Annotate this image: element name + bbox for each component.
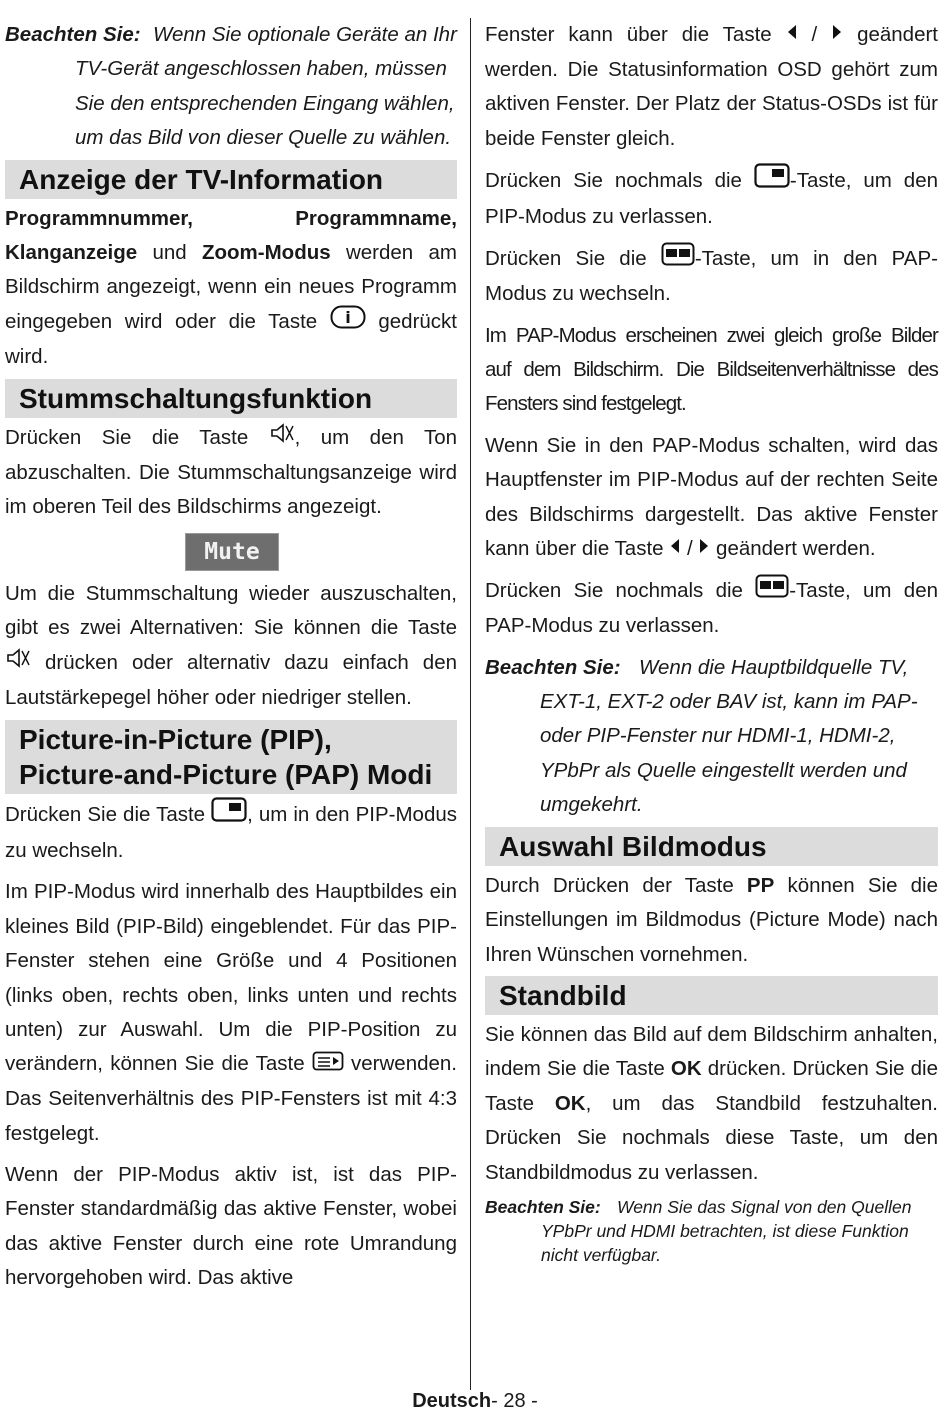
pip-paragraph-3: Wenn der PIP-Modus aktiv ist, ist das PIP-Fenster standardmäßig das aktive Fenster, wobei das aktive Fenster durch eine rote Umrandung hervorgehoben wird. Das aktive [5,1162,457,1290]
right-column [485,18,938,1267]
section-heading-picture-mode: Auswahl Bildmodus [485,827,938,866]
mute-key-icon [5,646,31,681]
note-text: Wenn Sie optionale Geräte an Ihr TV-Gerät angeschlossen haben, müssen Sie den entsprechenden Eingang wählen, um das Bild von dieser Quelle zu wählen. [75,23,457,150]
right-paragraph-1: Fenster kann über die Taste / geändert werden. Die Statusinformation OSD gehört zum aktiven Fenster. Der Platz der Status-OSDs ist für beide Fenster gleich. [485,18,938,156]
section-heading-tv-info: Anzeige der TV-Information [5,160,457,199]
pip-paragraph-2: Im PIP-Modus wird innerhalb des Hauptbildes ein kleines Bild (PIP-Bild) eingeblendet. Für das PIP-Fenster stehen eine Größe und 4 Positionen (links oben, rechts oben, links unten und rechts unten) zur Auswahl. Um die PIP-Position zu verändern, können Sie die Taste verwenden. Das Seitenverhältnis des PIP-Fensters ist mit 4:3 festgelegt. [5,880,457,1145]
section-heading-pip-pap: Picture-in-Picture (PIP), Picture-and-Picture (PAP) Modi [5,720,457,794]
pap-key-icon [755,574,789,609]
right-paragraph-3: Drücken Sie die -Taste, um in den PAP-Modus zu wechseln. [485,242,938,312]
left-column [5,18,457,1296]
mute-key-icon [269,421,295,456]
note-heading: Beachten Sie: [485,1196,601,1217]
right-paragraph-4: Im PAP-Modus erscheinen zwei gleich große Bilder auf dem Bildschirm. Die Bildseitenverhältnisse des Fensters sind festgelegt. [485,323,938,416]
note-optional-devices [5,18,457,156]
pap-key-icon [661,242,695,277]
pip-position-key-icon [312,1048,344,1082]
pip-paragraph-1: Drücken Sie die Taste , um in den PIP-Modus zu wechseln. [5,797,457,869]
note-pap-sources [485,651,938,823]
pip-key-icon [211,797,247,834]
svg-text:i: i [345,307,351,327]
note-heading: Beachten Sie: [485,655,621,679]
note-text: Wenn Sie das Signal von den Quellen YPbPr und HDMI betrachten, ist diese Funktion nicht verfügbar. [541,1196,912,1265]
right-paragraph-5: Wenn Sie in den PAP-Modus schalten, wird das Hauptfenster im PIP-Modus auf der rechten Seite des Bildschirms dargestellt. Das aktive Fenster kann über die Taste / geändert werden. [485,429,938,567]
note-freeze-sources [485,1196,938,1267]
note-text: Wenn die Hauptbildquelle TV, EXT-1, EXT-2 oder BAV ist, kann im PAP- oder PIP-Fenster nur HDMI-1, HDMI-2, YPbPr als Quelle eingestellt werden und umgekehrt. [540,655,918,817]
mute-paragraph-1: Drücken Sie die Taste , um den Ton abzuschalten. Die Stummschaltungsanzeige wird im oberen Teil des Bildschirms angezeigt. [5,421,457,525]
freeze-paragraph: Sie können das Bild auf dem Bildschirm anhalten, indem Sie die Taste OK drücken. Drücken Sie die Taste OK, um das Standbild festzuhalten. Drücken Sie nochmals diese Taste, um den Standbildmodus zu verlassen. [485,1022,938,1184]
left-arrow-icon [669,532,681,566]
page-footer: Deutsch- 28 - [412,1390,538,1412]
info-key-icon [330,305,366,340]
right-paragraph-6: Drücken Sie nochmals die -Taste, um den PAP-Modus zu verlassen. [485,574,938,644]
note-heading: Beachten Sie: [5,23,141,46]
tv-info-paragraph: Programmnummer, Programmname, Klanganzeige und Zoom-Modus werden am Bildschirm angezeigt, wenn ein neues Programm eingegeben wird oder die Taste i gedrückt wird. [5,206,457,369]
mute-osd-indicator: Mute [185,533,279,571]
right-arrow-icon [698,532,710,566]
column-divider [470,18,471,1390]
picture-mode-paragraph: Durch Drücken der Taste PP können Sie die Einstellungen im Bildmodus (Picture Mode) nach Ihren Wünschen vornehmen. [485,873,939,966]
right-paragraph-2: Drücken Sie nochmals die -Taste, um den PIP-Modus zu verlassen. [485,163,938,235]
pip-key-icon [754,163,790,200]
left-arrow-icon [786,18,798,52]
section-heading-freeze: Standbild [485,976,938,1015]
section-heading-mute: Stummschaltungsfunktion [5,379,457,418]
right-arrow-icon [831,18,843,52]
mute-paragraph-2: Um die Stummschaltung wieder auszuschalten, gibt es zwei Alternativen: Sie können die Taste drücken oder alternativ dazu einfach den Lautstärkepegel höher oder niedriger stellen. [5,581,457,710]
